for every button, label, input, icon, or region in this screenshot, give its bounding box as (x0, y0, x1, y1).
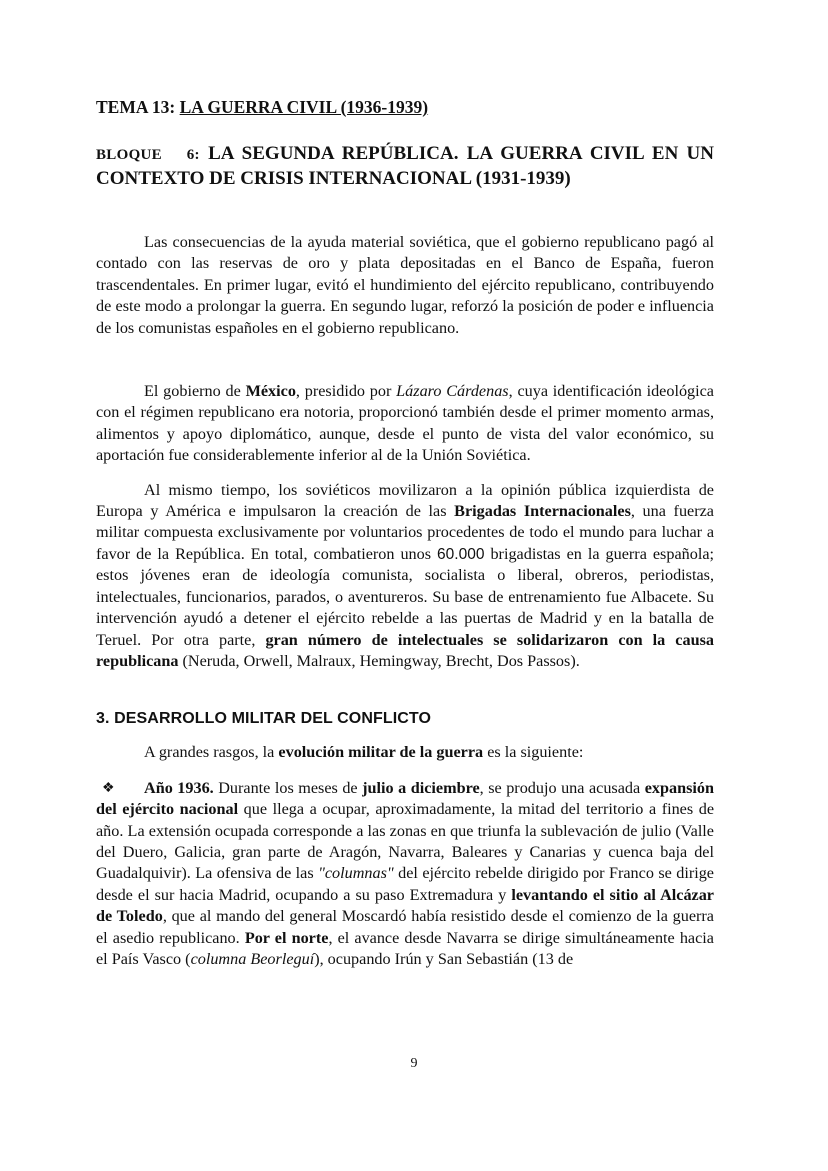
text-run: , que al mando del general Moscardó había resistido desde el comienzo de la guerra el asedio republicano. (96, 907, 714, 947)
text-run: ), ocupando Irún y San Sebastián (13 de (314, 949, 574, 968)
text-run: , una fuerza militar compuesta exclusivamente por voluntarios procedentes de todo el mundo para luchar a favor de la República. En total, combatieron unos (96, 502, 714, 563)
text-run: es la siguiente: (483, 743, 584, 762)
bold-julio-diciembre: julio a diciembre (362, 778, 480, 797)
italic-lazaro-cardenas: Lázaro Cárdenas (396, 382, 509, 401)
page-content (96, 96, 714, 970)
bullet-diamond-icon: ❖ (102, 780, 115, 796)
tema-heading (96, 96, 714, 118)
bold-brigadas-internacionales: Brigadas Internacionales (454, 502, 631, 521)
text-run: Durante los meses de (213, 778, 363, 797)
text-run: , presidido por (295, 382, 397, 401)
number-brigadistas: 60.000 (437, 545, 485, 563)
page-number: 9 (410, 1056, 418, 1071)
paragraph-ayuda-sovietica: Las consecuencias de la ayuda material soviética, que el gobierno republicano pagó al contado con las reservas de oro y plata depositadas en el Banco de España, fueron trascendentales. En primer lugar, evitó el hundimiento del ejército republicano, contribuyendo de este modo a prolongar la guerra. En segundo lugar, reforzó la posición de poder e influencia de los comunistas españoles en el gobierno republicano. (96, 233, 714, 337)
bloque-heading (96, 142, 714, 190)
bloque-number: 6: (186, 147, 200, 163)
paragraph-brigadas (96, 480, 714, 673)
paragraph-mexico (96, 381, 714, 467)
text-run: del ejército rebelde dirigido por Franco se dirige desde el sur hacia Madrid, ocupando a su paso Extremadura y (96, 864, 714, 904)
bold-por-el-norte: Por el norte (244, 928, 329, 947)
paragraph-evolucion (96, 742, 714, 763)
text-run: El gobierno de (144, 382, 246, 401)
bold-expansion: expansión del ejército nacional (96, 778, 714, 819)
tema-prefix: TEMA 13: (96, 97, 180, 117)
section-heading: 3. DESARROLLO MILITAR DEL CONFLICTO (96, 710, 432, 728)
text-run: Al mismo tiempo, los soviéticos movilizaron a la opinión pública izquierdista de Europa y América e impulsaron la creación de las (96, 480, 714, 521)
bold-evolucion-militar: evolución militar de la guerra (278, 743, 484, 762)
bold-alcazar: levantando el sitio al Alcázar de Toledo (96, 885, 714, 926)
bold-mexico: México (245, 382, 296, 401)
italic-columnas: "columnas" (318, 864, 394, 883)
bloque-label: BLOQUE (96, 147, 162, 163)
bloque-title: LA SEGUNDA REPÚBLICA. LA GUERRA CIVIL EN UN CONTEXTO DE CRISIS INTERNACIONAL (1931-1939) (96, 143, 715, 189)
text-run: , el avance desde Navarra se dirige simultáneamente hacia el País Vasco ( (96, 928, 714, 968)
bullet-ano-1936 (96, 778, 714, 971)
bold-intelectuales: gran número de intelectuales se solidarizaron con la causa republicana (96, 630, 714, 670)
tema-title: LA GUERRA CIVIL (1936-1939) (179, 97, 429, 117)
text-run: , cuya identificación ideológica con el régimen republicano era notoria, proporcionó también desde el primer momento armas, alimentos y apoyo diplomático, aunque, desde el punto de vista del valor económico, su aportación fue considerablemente inferior al de la Unión Soviética. (96, 382, 714, 465)
text-run: , se produjo una acusada (479, 778, 645, 797)
text-run: A grandes rasgos, la (144, 743, 279, 762)
italic-columna-beorlegui: columna Beorleguí (190, 949, 315, 968)
text-run: que llega a ocupar, aproximadamente, la mitad del territorio a fines de año. La extensión ocupada corresponde a las zonas en que triunfa la sublevación de julio (Valle del Duero, Galicia, gran parte de Aragón, Navarra, Baleares y Canarias y cuenca baja del Guadalquivir). La ofensiva de las (96, 800, 714, 883)
text-run: brigadistas en la guerra española; estos jóvenes eran de ideología comunista, socialista o liberal, obreros, periodistas, intelectuales, funcionarios, parados, o aventureros. Su base de entrenamiento fue Albacete. Su intervención ayudó a detener el ejército rebelde a las puertas de Madrid y en la batalla de Teruel. Por otra parte, (96, 544, 715, 649)
bold-ano-1936: Año 1936. (144, 778, 214, 797)
text-run: (Neruda, Orwell, Malraux, Hemingway, Brecht, Dos Passos). (178, 651, 580, 670)
